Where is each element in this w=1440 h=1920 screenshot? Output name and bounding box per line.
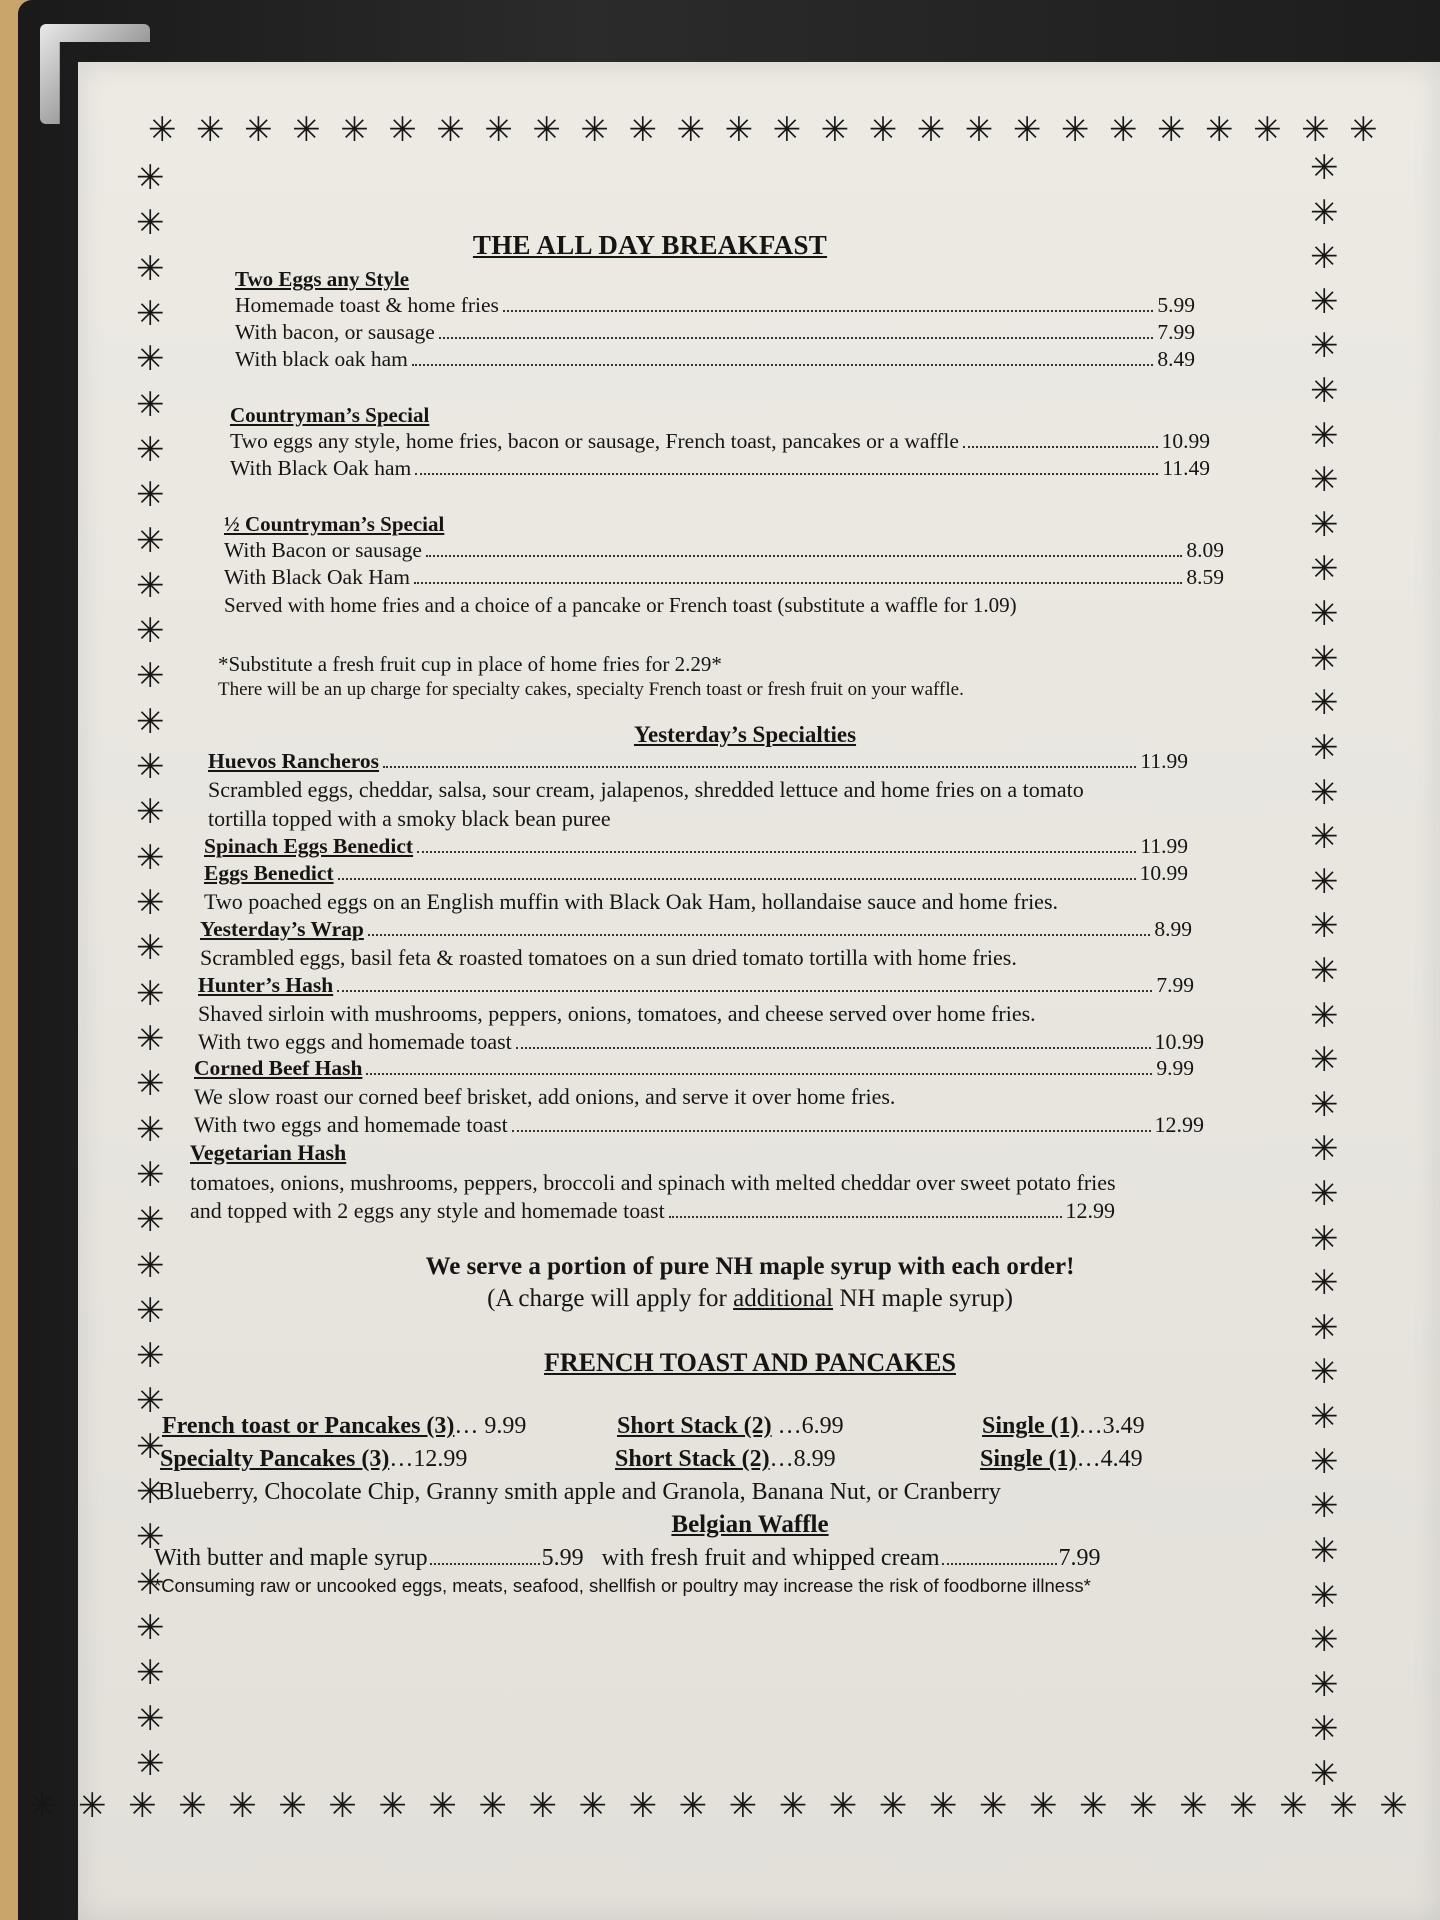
- foodborne-disclaimer: *Consuming raw or uncooked eggs, meats, seafood, shellfish or poultry may increase the risk of foodborne illness*: [154, 1575, 1091, 1596]
- star-border-icon: ✳: [136, 1428, 165, 1466]
- star-border-icon: ✳: [1310, 1622, 1339, 1660]
- star-border-icon: ✳: [136, 658, 165, 696]
- menu-line: Two eggs any style, home fries, bacon or sausage, French toast, pancakes or a waffle 10.99: [230, 429, 1210, 453]
- star-border-icon: ✳: [1060, 112, 1090, 149]
- star-border-icon: ✳: [1310, 1042, 1339, 1080]
- section-heading: Yesterday’s Specialties: [633, 722, 857, 747]
- star-border-icon: ✳: [1310, 1666, 1339, 1704]
- item-name: Short Stack (2): [615, 1446, 770, 1472]
- maple-syrup-note: [200, 1250, 1300, 1314]
- menu-line: With bacon, or sausage 7.99: [235, 320, 1195, 344]
- star-border-icon: ✳: [136, 341, 165, 379]
- star-border-icon: ✳: [1310, 1443, 1339, 1481]
- star-border-icon: ✳: [478, 1788, 507, 1825]
- item-desc: Scrambled eggs, cheddar, salsa, sour cream, jalapenos, shredded lettuce and home fries on a tomato: [208, 777, 1084, 802]
- star-border-icon: ✳: [1310, 1086, 1339, 1124]
- item-name: Eggs Benedict: [204, 861, 334, 885]
- waffle-fruit: with fresh fruit and whipped cream: [601, 1545, 940, 1571]
- star-border-icon: ✳: [1310, 997, 1339, 1035]
- star-border-icon: ✳: [1310, 1354, 1339, 1392]
- star-border-icon: ✳: [1156, 112, 1186, 149]
- star-border-icon: ✳: [136, 1020, 165, 1058]
- star-border-icon: ✳: [136, 613, 165, 651]
- star-border-icon: ✳: [136, 250, 165, 288]
- star-border-icon: ✳: [136, 1700, 165, 1738]
- item-price: 11.99: [1140, 749, 1188, 773]
- star-border-icon: ✳: [1310, 596, 1339, 634]
- star-border-icon: ✳: [868, 112, 898, 149]
- star-border-icon: ✳: [340, 112, 369, 149]
- star-border-icon: ✳: [28, 1788, 57, 1825]
- star-border-icon: ✳: [1310, 952, 1339, 990]
- section-heading: Countryman’s Special: [230, 403, 430, 427]
- section-specialties: [190, 722, 1330, 1224]
- star-border-icon: ✳: [136, 794, 165, 832]
- star-border-icon: ✳: [136, 477, 165, 515]
- star-border-icon: ✳: [1179, 1788, 1208, 1825]
- star-border-icon: ✳: [1379, 1788, 1408, 1825]
- served-with-note: Served with home fries and a choice of a pancake or French toast (substitute a waffle for 1.09): [224, 593, 1017, 617]
- item-extra: With two eggs and homemade toast: [198, 1029, 512, 1054]
- item-corned-beef-hash: [194, 1055, 1234, 1138]
- star-border-icon: ✳: [628, 1788, 658, 1825]
- item-name: Single (1): [982, 1413, 1079, 1439]
- item-name: Yesterday’s Wrap: [200, 917, 364, 941]
- item-price: 10.99: [1139, 861, 1188, 885]
- item-price: …6.99: [771, 1413, 844, 1439]
- upcharge-note: There will be an up charge for specialty cakes, specialty French toast or fresh fruit on your waffle.: [218, 679, 964, 700]
- star-border-icon: ✳: [1129, 1788, 1158, 1825]
- star-border-icon: ✳: [1310, 283, 1339, 321]
- star-border-icon: ✳: [136, 1519, 165, 1557]
- border-bottom: [28, 1790, 1408, 1824]
- star-border-icon: ✳: [196, 112, 225, 149]
- star-border-icon: ✳: [1310, 640, 1339, 678]
- star-border-icon: ✳: [532, 112, 561, 149]
- star-border-icon: ✳: [136, 295, 165, 333]
- section-heading: Two Eggs any Style: [235, 267, 410, 291]
- menu-line: With Bacon or sausage 8.09: [224, 538, 1224, 562]
- maple-line-1: We serve a portion of pure NH maple syrup with each order!: [425, 1253, 1075, 1280]
- item-price: 12.99: [1154, 1112, 1204, 1137]
- star-border-icon: ✳: [1279, 1788, 1308, 1825]
- star-border-icon: ✳: [878, 1788, 908, 1825]
- star-border-icon: ✳: [136, 1338, 165, 1376]
- star-border-icon: ✳: [136, 522, 165, 560]
- star-border-icon: ✳: [136, 975, 165, 1013]
- item-price: …12.99: [389, 1446, 468, 1472]
- item-price: … 9.99: [454, 1413, 527, 1439]
- star-border-icon: ✳: [676, 112, 706, 149]
- item-desc: and topped with 2 eggs any style and homemade toast: [190, 1198, 665, 1223]
- star-border-icon: ✳: [528, 1788, 557, 1825]
- item-extra: With two eggs and homemade toast: [194, 1112, 508, 1137]
- star-border-icon: ✳: [136, 567, 165, 605]
- star-border-icon: ✳: [136, 1247, 165, 1285]
- star-border-icon: ✳: [1310, 551, 1339, 589]
- star-border-icon: ✳: [1310, 1220, 1339, 1258]
- section-french-toast-pancakes: [154, 1348, 1330, 1598]
- item-desc: Shaved sirloin with mushrooms, peppers, onions, tomatoes, and cheese served over home fries.: [198, 1001, 1036, 1026]
- waffle-plain-price: 5.99: [541, 1545, 584, 1571]
- star-border-icon: ✳: [1310, 417, 1339, 455]
- star-border-icon: ✳: [244, 112, 273, 149]
- star-border-icon: ✳: [1310, 194, 1339, 232]
- star-border-icon: ✳: [136, 930, 165, 968]
- star-border-icon: ✳: [136, 1745, 165, 1783]
- star-border-icon: ✳: [1310, 819, 1339, 857]
- star-border-icon: ✳: [578, 1788, 608, 1825]
- star-border-icon: ✳: [1310, 863, 1339, 901]
- item-price: …4.49: [1076, 1446, 1143, 1472]
- star-border-icon: ✳: [136, 205, 165, 243]
- star-border-icon: ✳: [1012, 112, 1042, 149]
- star-border-icon: ✳: [136, 885, 165, 922]
- star-border-icon: ✳: [772, 112, 802, 149]
- star-border-icon: ✳: [136, 1474, 165, 1512]
- waffle-fruit-price: 7.99: [1058, 1545, 1101, 1571]
- star-border-icon: ✳: [136, 1202, 165, 1240]
- item-name: Spinach Eggs Benedict: [204, 834, 414, 858]
- section-two-eggs: [235, 267, 1195, 373]
- item-name: Corned Beef Hash: [194, 1056, 363, 1080]
- star-border-icon: ✳: [136, 703, 165, 741]
- star-border-icon: ✳: [1229, 1788, 1258, 1825]
- star-border-icon: ✳: [1028, 1788, 1058, 1825]
- star-border-icon: ✳: [136, 749, 165, 787]
- menu-content: [154, 230, 1330, 1598]
- star-border-icon: ✳: [328, 1788, 357, 1825]
- pancake-flavors: Blueberry, Chocolate Chip, Granny smith apple and Granola, Banana Nut, or Cranberry: [158, 1479, 1001, 1505]
- star-border-icon: ✳: [1310, 1131, 1339, 1169]
- item-price: …3.49: [1078, 1413, 1145, 1439]
- item-price: …8.99: [769, 1446, 836, 1472]
- item-desc: Two poached eggs on an English muffin with Black Oak Ham, hollandaise sauce and home fries.: [204, 889, 1059, 914]
- item-name: Huevos Rancheros: [208, 749, 380, 773]
- star-border-icon: ✳: [728, 1788, 758, 1825]
- star-border-icon: ✳: [136, 1292, 165, 1330]
- star-border-icon: ✳: [1310, 1577, 1339, 1615]
- page-title: THE ALL DAY BREAKFAST: [472, 230, 828, 260]
- star-border-icon: ✳: [1310, 729, 1339, 767]
- belgian-waffle-heading: Belgian Waffle: [671, 1511, 829, 1538]
- star-border-icon: ✳: [136, 1383, 165, 1421]
- star-border-icon: ✳: [1108, 112, 1138, 149]
- star-border-icon: ✳: [136, 431, 165, 469]
- star-border-icon: ✳: [1310, 1265, 1339, 1303]
- pancake-row-2: [160, 1443, 1330, 1476]
- item-name: French toast or Pancakes (3): [162, 1413, 455, 1439]
- item-name: Specialty Pancakes (3): [160, 1446, 390, 1472]
- star-border-icon: ✳: [136, 1156, 165, 1194]
- star-border-icon: ✳: [1301, 112, 1330, 149]
- star-border-icon: ✳: [78, 1788, 107, 1825]
- section-countryman: [230, 403, 1210, 482]
- item-spinach-benedict: [204, 833, 1188, 860]
- item-price: 7.99: [1156, 973, 1194, 997]
- star-border-icon: ✳: [828, 1788, 858, 1825]
- star-border-icon: ✳: [1310, 1309, 1339, 1347]
- star-border-icon: ✳: [436, 112, 465, 149]
- star-border-icon: ✳: [1310, 150, 1339, 187]
- star-border-icon: ✳: [778, 1788, 808, 1825]
- star-border-icon: ✳: [388, 112, 417, 149]
- star-border-icon: ✳: [1310, 462, 1339, 500]
- item-yesterdays-wrap: [200, 916, 1240, 972]
- item-vegetarian-hash: [190, 1138, 1330, 1224]
- star-border-icon: ✳: [136, 160, 165, 197]
- star-border-icon: ✳: [820, 112, 850, 149]
- item-price: 11.99: [1140, 834, 1188, 858]
- star-border-icon: ✳: [1310, 1176, 1339, 1214]
- star-border-icon: ✳: [136, 1564, 165, 1602]
- item-name: Vegetarian Hash: [190, 1140, 347, 1165]
- star-border-icon: ✳: [1310, 328, 1339, 366]
- item-price: 9.99: [1156, 1056, 1194, 1080]
- menu-line: With Black Oak ham 11.49: [230, 456, 1210, 480]
- item-desc: tomatoes, onions, mushrooms, peppers, broccoli and spinach with melted cheddar over sweet potato fries: [190, 1170, 1116, 1195]
- section-heading: FRENCH TOAST AND PANCAKES: [544, 1348, 956, 1377]
- star-border-icon: ✳: [1310, 908, 1339, 946]
- star-border-icon: ✳: [1078, 1788, 1108, 1825]
- substitute-notes: [218, 650, 1330, 702]
- item-desc: Scrambled eggs, basil feta & roasted tomatoes on a sun dried tomato tortilla with home fries.: [200, 945, 1017, 970]
- star-border-icon: ✳: [378, 1788, 407, 1825]
- star-border-icon: ✳: [928, 1788, 958, 1825]
- star-border-icon: ✳: [916, 112, 946, 149]
- menu-line: With Black Oak Ham 8.59: [224, 565, 1224, 589]
- star-border-icon: ✳: [136, 386, 165, 424]
- menu-line: Homemade toast & home fries 5.99: [235, 293, 1195, 317]
- star-border-icon: ✳: [128, 1788, 157, 1825]
- star-border-icon: ✳: [484, 112, 513, 149]
- star-border-icon: ✳: [1349, 112, 1378, 149]
- star-border-icon: ✳: [136, 1610, 165, 1647]
- star-border-icon: ✳: [428, 1788, 457, 1825]
- star-border-icon: ✳: [136, 1655, 165, 1693]
- star-border-icon: ✳: [1310, 1532, 1339, 1570]
- star-border-icon: ✳: [978, 1788, 1008, 1825]
- item-hunters-hash: [198, 972, 1238, 1055]
- star-border-icon: ✳: [678, 1788, 708, 1825]
- star-border-icon: ✳: [278, 1788, 307, 1825]
- star-border-icon: ✳: [292, 112, 321, 149]
- item-desc: We slow roast our corned beef brisket, add onions, and serve it over home fries.: [194, 1084, 896, 1109]
- border-left: [136, 162, 176, 1782]
- star-border-icon: ✳: [580, 112, 609, 149]
- item-eggs-benedict: [204, 860, 1244, 916]
- star-border-icon: ✳: [1310, 373, 1339, 411]
- fruit-cup-note: *Substitute a fresh fruit cup in place of home fries for 2.29*: [218, 652, 722, 676]
- star-border-icon: ✳: [148, 112, 177, 149]
- menu-line: With black oak ham 8.49: [235, 347, 1195, 371]
- pancake-row-1: [162, 1410, 1330, 1443]
- item-name: Hunter’s Hash: [198, 973, 334, 997]
- border-top: [148, 114, 1378, 148]
- star-border-icon: ✳: [136, 1066, 165, 1104]
- star-border-icon: ✳: [1329, 1788, 1358, 1825]
- star-border-icon: ✳: [724, 112, 754, 149]
- item-huevos: [208, 748, 1248, 833]
- waffle-plain: With butter and maple syrup: [154, 1545, 428, 1571]
- star-border-icon: ✳: [1205, 112, 1234, 149]
- star-border-icon: ✳: [1310, 1711, 1339, 1749]
- star-border-icon: ✳: [178, 1788, 207, 1825]
- star-border-icon: ✳: [1310, 239, 1339, 277]
- star-border-icon: ✳: [136, 1111, 165, 1149]
- item-price: 8.99: [1154, 917, 1192, 941]
- item-name: Short Stack (2): [617, 1413, 772, 1439]
- star-border-icon: ✳: [1310, 1755, 1339, 1793]
- star-border-icon: ✳: [1310, 685, 1339, 723]
- star-border-icon: ✳: [1310, 506, 1339, 544]
- star-border-icon: ✳: [628, 112, 657, 149]
- star-border-icon: ✳: [1310, 774, 1339, 812]
- item-price: 10.99: [1154, 1029, 1204, 1054]
- maple-line-2: (A charge will apply for additional NH maple syrup): [487, 1285, 1013, 1312]
- item-price: 12.99: [1065, 1198, 1115, 1223]
- item-name: Single (1): [980, 1446, 1077, 1472]
- belgian-waffle-line: [154, 1542, 1234, 1574]
- star-border-icon: ✳: [1310, 1488, 1339, 1526]
- item-desc: tortilla topped with a smoky black bean puree: [208, 806, 611, 831]
- star-border-icon: ✳: [964, 112, 994, 149]
- star-border-icon: ✳: [1310, 1399, 1339, 1437]
- star-border-icon: ✳: [1253, 112, 1282, 149]
- star-border-icon: ✳: [228, 1788, 257, 1825]
- section-heading: ½ Countryman’s Special: [224, 512, 445, 536]
- star-border-icon: ✳: [136, 839, 165, 877]
- section-half-countryman: [224, 512, 1224, 620]
